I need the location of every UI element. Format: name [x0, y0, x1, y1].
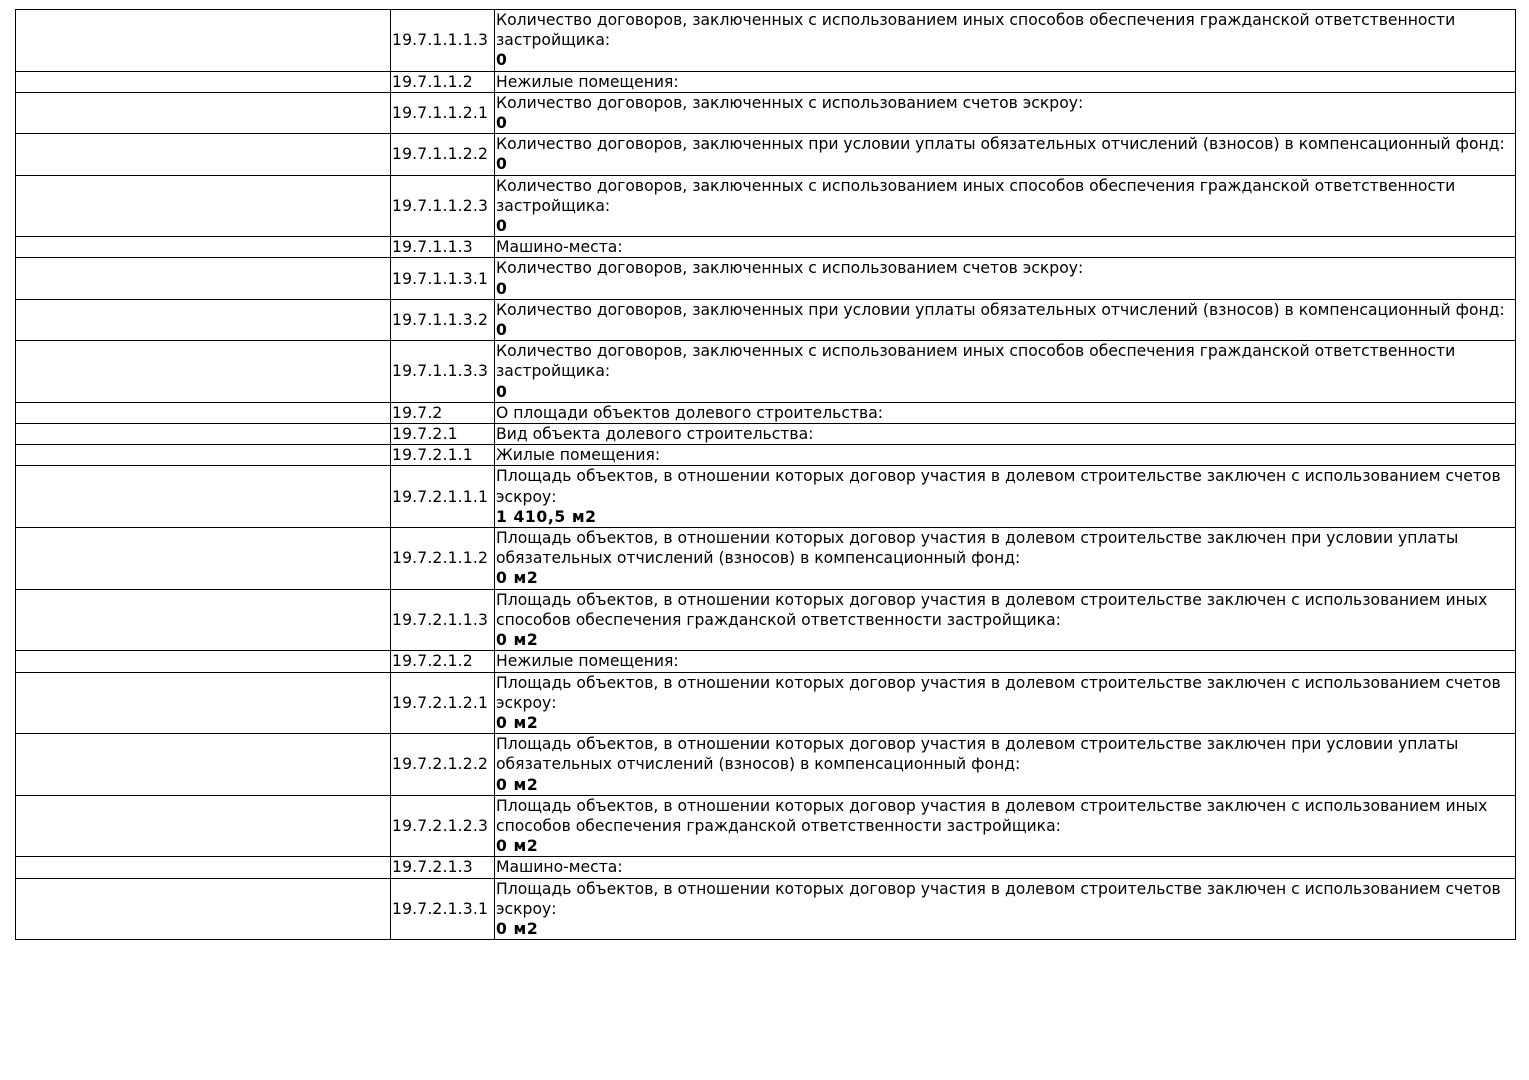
- blank-cell: [16, 92, 391, 133]
- item-description: Площадь объектов, в отношении которых договор участия в долевом строительстве заключен с использованием иных способов обеспечения гражданской ответственности застройщика:: [496, 796, 1488, 835]
- item-text-cell: [495, 466, 1516, 528]
- item-code-cell: 19.7.2: [391, 402, 495, 423]
- blank-cell: [16, 878, 391, 940]
- blank-cell: [16, 672, 391, 734]
- table-row: [16, 299, 1516, 340]
- item-text-cell: [495, 237, 1516, 258]
- table-row: [16, 795, 1516, 857]
- item-text-cell: [495, 71, 1516, 92]
- item-value: 0: [496, 155, 508, 174]
- item-description: Площадь объектов, в отношении которых договор участия в долевом строительстве заключен с использованием иных способов обеспечения гражданской ответственности застройщика:: [496, 590, 1488, 629]
- item-description: Количество договоров, заключенных с использованием иных способов обеспечения гражданской ответственности застройщика:: [496, 342, 1456, 381]
- item-value: 0 м2: [496, 919, 539, 938]
- item-code-cell: 19.7.2.1.1.2: [391, 528, 495, 590]
- item-text-cell: [495, 878, 1516, 940]
- table-body: [16, 10, 1516, 940]
- blank-cell: [16, 651, 391, 672]
- blank-cell: [16, 10, 391, 72]
- table-row: [16, 857, 1516, 878]
- table-row: [16, 878, 1516, 940]
- item-description: Количество договоров, заключенных с использованием счетов эскроу:: [496, 93, 1084, 112]
- table-row: [16, 651, 1516, 672]
- item-code-cell: 19.7.2.1.2.1: [391, 672, 495, 734]
- item-code-cell: 19.7.2.1.2: [391, 651, 495, 672]
- item-description: Нежилые помещения:: [496, 72, 679, 91]
- item-value: 0: [496, 114, 508, 133]
- item-description: Площадь объектов, в отношении которых договор участия в долевом строительстве заключен при условии уплаты обязательных отчислений (взносов) в компенсационный фонд:: [496, 735, 1459, 774]
- item-code-cell: 19.7.2.1.1.1: [391, 466, 495, 528]
- table-row: [16, 10, 1516, 72]
- blank-cell: [16, 175, 391, 237]
- item-value: 0: [496, 279, 508, 298]
- item-text-cell: [495, 445, 1516, 466]
- table-row: [16, 92, 1516, 133]
- blank-cell: [16, 445, 391, 466]
- item-value: 0 м2: [496, 837, 539, 856]
- item-code-cell: 19.7.1.1.3.1: [391, 258, 495, 299]
- item-code-cell: 19.7.2.1.2.3: [391, 795, 495, 857]
- item-code-cell: 19.7.1.1.2.3: [391, 175, 495, 237]
- item-code-cell: 19.7.2.1.1.3: [391, 589, 495, 651]
- item-description: Жилые помещения:: [496, 446, 661, 465]
- item-value: 0: [496, 217, 508, 236]
- blank-cell: [16, 237, 391, 258]
- item-text-cell: [495, 734, 1516, 796]
- item-description: Нежилые помещения:: [496, 652, 679, 671]
- item-text-cell: [495, 341, 1516, 403]
- item-value: 0 м2: [496, 631, 539, 650]
- blank-cell: [16, 299, 391, 340]
- table-row: [16, 71, 1516, 92]
- blank-cell: [16, 857, 391, 878]
- item-text-cell: [495, 175, 1516, 237]
- item-code-cell: 19.7.1.1.2.2: [391, 134, 495, 175]
- item-text-cell: [495, 92, 1516, 133]
- item-code-cell: 19.7.1.1.3.2: [391, 299, 495, 340]
- table-row: [16, 734, 1516, 796]
- item-value: 0: [496, 321, 508, 340]
- item-description: Количество договоров, заключенных с использованием иных способов обеспечения гражданской ответственности застройщика:: [496, 11, 1456, 50]
- table-row: [16, 258, 1516, 299]
- blank-cell: [16, 528, 391, 590]
- table-row: [16, 237, 1516, 258]
- blank-cell: [16, 402, 391, 423]
- blank-cell: [16, 424, 391, 445]
- item-value: 0 м2: [496, 775, 539, 794]
- item-code-cell: 19.7.1.1.3.3: [391, 341, 495, 403]
- item-value: 1 410,5 м2: [496, 507, 597, 526]
- item-description: Количество договоров, заключенных с использованием счетов эскроу:: [496, 259, 1084, 278]
- table-row: [16, 134, 1516, 175]
- blank-cell: [16, 795, 391, 857]
- item-description: Количество договоров, заключенных при условии уплаты обязательных отчислений (взносов) в компенсационный фонд:: [496, 135, 1505, 154]
- table-row: [16, 402, 1516, 423]
- item-text-cell: [495, 857, 1516, 878]
- item-description: Машино-места:: [496, 238, 623, 257]
- item-code-cell: 19.7.2.1.1: [391, 445, 495, 466]
- declaration-table: [15, 9, 1516, 940]
- item-text-cell: [495, 134, 1516, 175]
- blank-cell: [16, 734, 391, 796]
- table-row: [16, 424, 1516, 445]
- item-text-cell: [495, 651, 1516, 672]
- item-value: 0: [496, 51, 508, 70]
- item-text-cell: [495, 424, 1516, 445]
- table-row: [16, 466, 1516, 528]
- item-description: Площадь объектов, в отношении которых договор участия в долевом строительстве заключен с использованием счетов эскроу:: [496, 467, 1501, 506]
- item-value: 0: [496, 382, 508, 401]
- item-description: Площадь объектов, в отношении которых договор участия в долевом строительстве заключен с использованием счетов эскроу:: [496, 673, 1501, 712]
- item-value: 0 м2: [496, 569, 539, 588]
- item-description: Количество договоров, заключенных с использованием иных способов обеспечения гражданской ответственности застройщика:: [496, 176, 1456, 215]
- item-text-cell: [495, 528, 1516, 590]
- blank-cell: [16, 589, 391, 651]
- item-text-cell: [495, 10, 1516, 72]
- table-row: [16, 589, 1516, 651]
- item-text-cell: [495, 672, 1516, 734]
- item-code-cell: 19.7.1.1.3: [391, 237, 495, 258]
- item-code-cell: 19.7.1.1.2.1: [391, 92, 495, 133]
- item-description: Количество договоров, заключенных при условии уплаты обязательных отчислений (взносов) в компенсационный фонд:: [496, 300, 1505, 319]
- blank-cell: [16, 258, 391, 299]
- table-row: [16, 341, 1516, 403]
- item-text-cell: [495, 402, 1516, 423]
- item-code-cell: 19.7.2.1.2.2: [391, 734, 495, 796]
- table-row: [16, 528, 1516, 590]
- item-description: О площади объектов долевого строительства:: [496, 403, 884, 422]
- blank-cell: [16, 341, 391, 403]
- item-description: Машино-места:: [496, 858, 623, 877]
- blank-cell: [16, 71, 391, 92]
- table-row: [16, 445, 1516, 466]
- table-row: [16, 672, 1516, 734]
- blank-cell: [16, 466, 391, 528]
- item-code-cell: 19.7.1.1.2: [391, 71, 495, 92]
- item-value: 0 м2: [496, 713, 539, 732]
- table-row: [16, 175, 1516, 237]
- item-text-cell: [495, 299, 1516, 340]
- item-description: Площадь объектов, в отношении которых договор участия в долевом строительстве заключен с использованием счетов эскроу:: [496, 879, 1501, 918]
- item-code-cell: 19.7.2.1.3.1: [391, 878, 495, 940]
- item-code-cell: 19.7.2.1.3: [391, 857, 495, 878]
- blank-cell: [16, 134, 391, 175]
- item-code-cell: 19.7.2.1: [391, 424, 495, 445]
- item-text-cell: [495, 258, 1516, 299]
- item-text-cell: [495, 795, 1516, 857]
- item-code-cell: 19.7.1.1.1.3: [391, 10, 495, 72]
- item-description: Вид объекта долевого строительства:: [496, 425, 814, 444]
- item-text-cell: [495, 589, 1516, 651]
- item-description: Площадь объектов, в отношении которых договор участия в долевом строительстве заключен при условии уплаты обязательных отчислений (взносов) в компенсационный фонд:: [496, 529, 1459, 568]
